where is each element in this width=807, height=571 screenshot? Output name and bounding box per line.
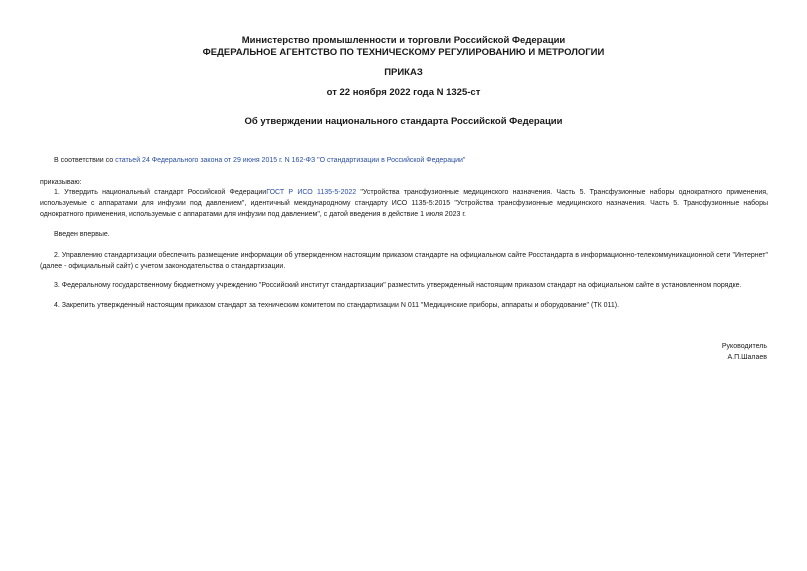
item-1-paragraph: [40, 187, 768, 220]
item-4-paragraph: 4. Закрепить утвержденный настоящим приказом стандарт за техническим комитетом по стандартизации N 011 "Медицинские приборы, аппараты и оборудование" (ТК 011).: [54, 302, 620, 309]
gost-link[interactable]: ГОСТ Р ИСО 1135-5-2022: [266, 189, 357, 196]
item-3-paragraph: 3. Федеральному государственному бюджетному учреждению "Российский институт стандартизации" разместить утвержденный настоящим приказом стандарт на официальном сайте в установленном порядке.: [54, 282, 742, 289]
doc-type: ПРИКАЗ: [384, 67, 423, 78]
signature-title: Руководитель: [721, 343, 767, 350]
introduced-note: Введен впервые.: [54, 231, 110, 238]
item-1-suffix: "Устройства трансфузионные медицинского назначения. Часть 5. Трансфузионные наборы однократного применения, используемые с аппаратами для инфузии под давлением", идентичный международному стандарту ИСО 1135-5:2015 "Устройства трансфузионные медицинского назначения. Часть 5. Трансфузионные наборы однократного применения, используемые с аппаратами для инфузии под давлением", с датой введения в действие 1 июля 2023 г.: [40, 189, 768, 218]
ministry-title: Министерство промышленности и торговли Российской Федерации: [241, 35, 566, 46]
law-prefix: В соответствии со: [54, 157, 116, 164]
doc-subject: Об утверждении национального стандарта Российской Федерации: [244, 116, 563, 127]
law-reference-paragraph: [40, 155, 768, 166]
signature-name: А.П.Шалаев: [727, 354, 767, 361]
agency-title: ФЕДЕРАЛЬНОЕ АГЕНТСТВО ПО ТЕХНИЧЕСКОМУ РЕГУЛИРОВАНИЮ И МЕТРОЛОГИИ: [202, 47, 605, 58]
item-1-prefix: 1. Утвердить национальный стандарт Российской Федерации: [54, 189, 267, 196]
prikazyvayu-text: приказываю:: [40, 179, 82, 186]
law-link[interactable]: статьей 24 Федерального закона от 29 июня 2015 г. N 162-ФЗ "О стандартизации в Российской Федерации": [115, 157, 466, 164]
item-2-paragraph: 2. Управлению стандартизации обеспечить размещение информации об утвержденном настоящим приказом стандарте на официальном сайте Росстандарта в информационно-телекоммуникационной сети "Интернет" (далее - официальный сайт) с учетом законодательства о стандартизации.: [40, 252, 768, 270]
doc-date-number: от 22 ноября 2022 года N 1325-ст: [326, 87, 481, 98]
